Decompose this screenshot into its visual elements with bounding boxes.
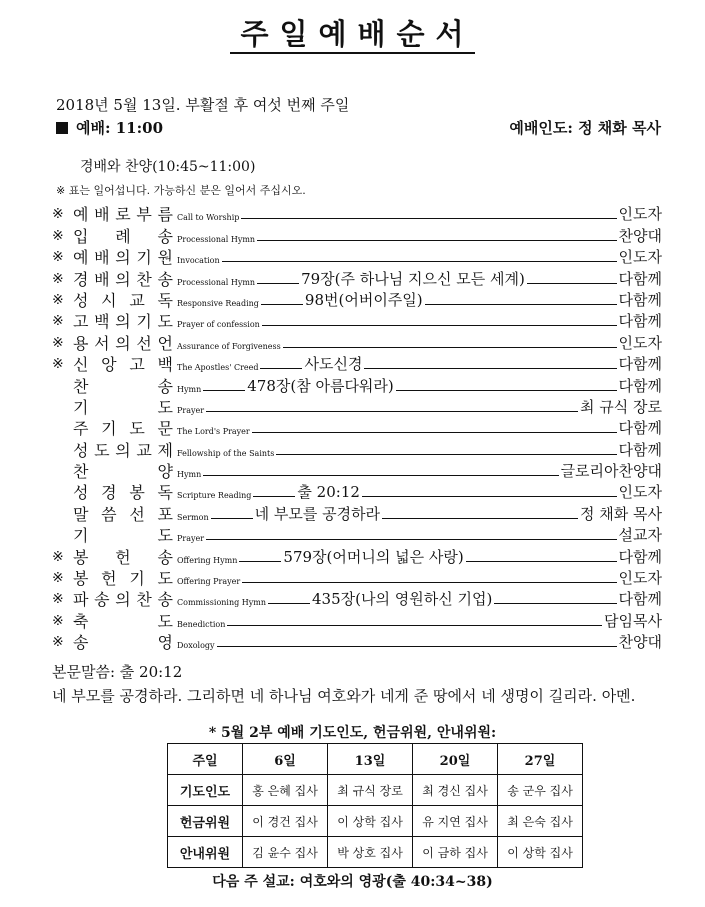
standing-mark: ※ <box>52 634 64 651</box>
name-char: 의 <box>115 333 131 353</box>
name-char: 봉 <box>73 569 89 589</box>
name-char: 제 <box>157 440 173 460</box>
leader-line <box>206 539 616 540</box>
service-leader: 예배인도: 정 채화 목사 <box>509 119 661 137</box>
name-char: 기 <box>136 312 152 332</box>
name-char: 신 <box>73 355 89 375</box>
order-item-name <box>73 397 173 418</box>
order-item-leader: 인도자 <box>618 333 662 352</box>
standing-mark: ※ <box>52 249 64 266</box>
standing-mark: ※ <box>52 206 64 223</box>
name-char: 주 <box>73 419 89 439</box>
table-row <box>168 775 583 806</box>
name-char: 경 <box>101 483 117 503</box>
order-item <box>52 439 662 460</box>
order-item <box>52 225 662 246</box>
name-char: 예 <box>73 248 89 268</box>
leader-line <box>239 561 281 562</box>
name-char: 기 <box>73 397 89 417</box>
order-item-leader: 찬양대 <box>618 226 662 245</box>
leader-line <box>241 218 616 219</box>
order-item-name <box>73 269 173 290</box>
name-char: 배 <box>94 248 110 268</box>
order-item <box>52 525 662 546</box>
name-char: 앙 <box>101 355 117 375</box>
name-char: 배 <box>94 205 110 225</box>
order-item-leader: 최 규식 장로 <box>580 397 662 416</box>
name-char: 기 <box>73 526 89 546</box>
order-item-english: Prayer of confession <box>177 320 260 330</box>
duty-header-cell: 27일 <box>498 744 583 775</box>
order-item-name <box>73 440 173 461</box>
leader-line <box>211 518 253 519</box>
name-char: 영 <box>157 633 173 653</box>
duty-cell: 최 규식 장로 <box>328 775 413 806</box>
name-char: 송 <box>157 269 173 289</box>
name-char: 송 <box>157 547 173 567</box>
standing-mark: ※ <box>52 548 64 565</box>
order-item-name <box>73 247 173 268</box>
order-item <box>52 461 662 482</box>
order-item-name <box>73 482 173 503</box>
order-item-english: Responsive Reading <box>177 298 259 308</box>
order-item-english: Doxology <box>177 641 215 651</box>
name-char: 의 <box>115 312 131 332</box>
order-item-name <box>73 547 173 568</box>
date-line: 2018년 5월 13일. 부활절 후 여섯 번째 주일 <box>56 96 350 114</box>
name-char: 기 <box>101 419 117 439</box>
name-char: 원 <box>157 248 173 268</box>
leader-line <box>364 368 616 369</box>
order-item-leader: 정 채화 목사 <box>580 504 662 523</box>
order-item-detail: 출 20:12 <box>297 483 360 502</box>
order-item <box>52 418 662 439</box>
scripture-text: 네 부모를 공경하라. 그리하면 네 하나님 여호와가 네게 준 땅에서 네 생명이 길리라. 아멘. <box>52 687 636 705</box>
leader-line <box>262 325 617 326</box>
name-char: 선 <box>129 504 145 524</box>
order-item-english: Invocation <box>177 256 220 266</box>
duty-cell: 이 경건 집사 <box>243 806 328 837</box>
leader-line <box>253 496 295 497</box>
name-char: 의 <box>115 590 131 610</box>
name-char: 의 <box>115 248 131 268</box>
order-item-leader: 인도자 <box>618 248 662 267</box>
order-item-leader: 다함께 <box>618 440 662 459</box>
name-char: 송 <box>94 590 110 610</box>
scripture-reference: 본문말씀: 출 20:12 <box>52 663 183 681</box>
name-char: 송 <box>157 226 173 246</box>
order-item-english: Processional Hymn <box>177 277 256 287</box>
duty-table-title: * 5월 2부 예배 기도인도, 헌금위원, 안내위원: <box>208 725 497 741</box>
duty-table <box>167 743 583 868</box>
name-char: 고 <box>73 312 89 332</box>
next-sermon: 다음 주 설교: 여호와의 영광(출 40:34~38) <box>212 874 493 890</box>
leader-line <box>217 646 617 647</box>
name-char: 송 <box>157 376 173 396</box>
order-item-english: The Apostles' Creed <box>177 363 259 373</box>
order-item-name <box>73 376 173 397</box>
name-char: 용 <box>73 333 89 353</box>
order-item-english: Sermon <box>177 512 209 522</box>
name-char: 도 <box>157 526 173 546</box>
order-item-english: Commissioning Hymn <box>177 598 267 608</box>
order-item <box>52 610 662 631</box>
name-char: 독 <box>157 483 173 503</box>
order-item-leader: 인도자 <box>618 205 662 224</box>
square-bullet-icon <box>56 122 68 134</box>
duty-row-label: 안내위원 <box>168 837 243 868</box>
duty-cell: 김 윤수 집사 <box>243 837 328 868</box>
duty-header-cell: 주일 <box>168 744 243 775</box>
leader-line <box>494 603 616 604</box>
order-item-leader: 다함께 <box>618 355 662 374</box>
order-item-leader: 설교자 <box>618 526 662 545</box>
order-item-english: Call to Worship <box>177 213 240 223</box>
order-item <box>52 397 662 418</box>
standing-mark: ※ <box>52 356 64 373</box>
order-item-english: Offering Prayer <box>177 577 241 587</box>
order-item <box>52 354 662 375</box>
leader-line <box>227 625 602 626</box>
leader-line <box>268 603 310 604</box>
order-item-leader: 글로리아찬양대 <box>560 462 662 481</box>
order-of-worship <box>52 204 662 653</box>
order-item-name <box>73 525 173 546</box>
order-item-name <box>73 568 173 589</box>
order-item-english: The Lord's Prayer <box>177 427 250 437</box>
order-item-name <box>73 311 173 332</box>
name-char: 찬 <box>73 376 89 396</box>
duty-cell: 이 금하 집사 <box>413 837 498 868</box>
standing-mark: ※ <box>52 313 64 330</box>
name-char: 름 <box>157 205 173 225</box>
duty-cell: 이 상학 집사 <box>328 806 413 837</box>
name-char: 의 <box>115 440 131 460</box>
order-item-name <box>73 504 173 525</box>
name-char: 봉 <box>73 547 89 567</box>
order-item-name <box>73 290 173 311</box>
order-item-english: Processional Hymn <box>177 234 256 244</box>
leader-line <box>242 582 616 583</box>
duty-cell: 홍 은혜 집사 <box>243 775 328 806</box>
name-char: 성 <box>73 440 89 460</box>
order-item <box>52 632 662 653</box>
order-item <box>52 568 662 589</box>
leader-line <box>382 518 578 519</box>
name-char: 서 <box>94 333 110 353</box>
order-item-name <box>73 226 173 247</box>
name-char: 봉 <box>129 483 145 503</box>
duty-header-cell: 13일 <box>328 744 413 775</box>
order-item-leader: 다함께 <box>618 590 662 609</box>
order-item-english: Prayer <box>177 405 205 415</box>
duty-row-label: 헌금위원 <box>168 806 243 837</box>
leader-line <box>283 347 617 348</box>
name-char: 부 <box>136 205 152 225</box>
leader-line <box>260 368 302 369</box>
standing-mark: ※ <box>52 291 64 308</box>
order-item-leader: 인도자 <box>618 569 662 588</box>
order-item-leader: 찬양대 <box>618 633 662 652</box>
leader-line <box>276 454 616 455</box>
order-item-name <box>73 418 173 439</box>
leader-line <box>396 390 617 391</box>
order-item-detail: 98번(어버이주일) <box>304 290 423 309</box>
order-item-english: Offering Hymn <box>177 555 238 565</box>
name-char: 선 <box>136 333 152 353</box>
name-char: 백 <box>157 355 173 375</box>
duty-cell: 이 상학 집사 <box>498 837 583 868</box>
order-item-leader: 인도자 <box>618 483 662 502</box>
order-item-detail: 79장(주 하나님 지으신 모든 세계) <box>301 269 525 288</box>
standing-mark: ※ <box>52 570 64 587</box>
leader-line <box>203 475 558 476</box>
name-char: 도 <box>157 312 173 332</box>
leader-line <box>527 283 617 284</box>
name-char: 말 <box>73 504 89 524</box>
name-char: 송 <box>157 590 173 610</box>
order-item-leader: 다함께 <box>618 290 662 309</box>
duty-table-header <box>168 744 583 775</box>
table-row <box>168 837 583 868</box>
order-item-english: Hymn <box>177 470 202 480</box>
standing-mark: ※ <box>52 612 64 629</box>
order-item-name <box>73 611 173 632</box>
name-char: 씀 <box>101 504 117 524</box>
name-char: 배 <box>94 269 110 289</box>
name-char: 축 <box>73 611 89 631</box>
order-item-detail: 579장(어머니의 넓은 사랑) <box>283 547 464 566</box>
order-item <box>52 290 662 311</box>
praise-section: 경배와 찬양(10:45~11:00) <box>80 159 256 175</box>
name-char: 송 <box>73 633 89 653</box>
name-char: 도 <box>157 569 173 589</box>
order-item <box>52 311 662 332</box>
service-time: 예배: 11:00 <box>56 117 163 138</box>
name-char: 기 <box>129 569 145 589</box>
duty-row-label: 기도인도 <box>168 775 243 806</box>
name-char: 성 <box>73 290 89 310</box>
leader-line <box>206 411 578 412</box>
name-char: 고 <box>129 355 145 375</box>
order-item <box>52 589 662 610</box>
standing-mark: ※ <box>52 227 64 244</box>
name-char: 도 <box>157 611 173 631</box>
name-char: 성 <box>73 483 89 503</box>
order-item-leader: 다함께 <box>618 547 662 566</box>
leader-line <box>261 304 303 305</box>
table-row <box>168 806 583 837</box>
order-item-leader: 다함께 <box>618 376 662 395</box>
name-char: 경 <box>73 269 89 289</box>
duty-cell: 최 경신 집사 <box>413 775 498 806</box>
order-item <box>52 482 662 503</box>
order-item-detail: 478장(참 아름다워라) <box>247 376 394 395</box>
name-char: 례 <box>115 226 131 246</box>
duty-header-cell: 6일 <box>243 744 328 775</box>
name-char: 기 <box>136 248 152 268</box>
leader-line <box>466 561 617 562</box>
order-item-english: Scripture Reading <box>177 491 252 501</box>
leader-line <box>257 240 616 241</box>
order-item <box>52 546 662 567</box>
duty-cell: 최 은숙 집사 <box>498 806 583 837</box>
name-char: 언 <box>157 333 173 353</box>
leader-line <box>252 432 617 433</box>
order-item <box>52 204 662 225</box>
name-char: 도 <box>129 419 145 439</box>
name-char: 포 <box>157 504 173 524</box>
order-item <box>52 268 662 289</box>
page-title: 주일예배순서 <box>0 12 705 53</box>
name-char: 찬 <box>73 462 89 482</box>
name-char: 찬 <box>136 269 152 289</box>
name-char: 양 <box>157 462 173 482</box>
name-char: 헌 <box>115 547 131 567</box>
order-item-name <box>73 461 173 482</box>
name-char: 도 <box>94 440 110 460</box>
leader-line <box>362 496 617 497</box>
order-item-detail: 435장(나의 영원하신 기업) <box>312 590 493 609</box>
order-item-name <box>73 632 173 653</box>
name-char: 독 <box>157 290 173 310</box>
name-char: 입 <box>73 226 89 246</box>
order-item-leader: 다함께 <box>618 312 662 331</box>
order-item-english: Fellowship of the Saints <box>177 448 275 458</box>
order-item-english: Benediction <box>177 619 226 629</box>
order-item-name <box>73 589 173 610</box>
order-item-detail: 네 부모를 공경하라 <box>254 504 381 523</box>
order-item-leader: 다함께 <box>618 419 662 438</box>
leader-line <box>425 304 617 305</box>
leader-line <box>203 390 245 391</box>
name-char: 교 <box>129 290 145 310</box>
order-item <box>52 503 662 524</box>
order-item <box>52 375 662 396</box>
duty-header-cell: 20일 <box>413 744 498 775</box>
name-char: 의 <box>115 269 131 289</box>
standing-mark: ※ <box>52 334 64 351</box>
name-char: 예 <box>73 205 89 225</box>
order-item-detail: 사도신경 <box>304 355 363 374</box>
duty-cell: 박 상호 집사 <box>328 837 413 868</box>
duty-cell: 유 지연 집사 <box>413 806 498 837</box>
name-char: 시 <box>101 290 117 310</box>
name-char: 도 <box>157 397 173 417</box>
order-item-name <box>73 333 173 354</box>
standing-mark: ※ <box>52 270 64 287</box>
order-item-name <box>73 354 173 375</box>
order-item-english: Assurance of Forgiveness <box>177 341 281 351</box>
leader-line <box>257 283 299 284</box>
order-item <box>52 247 662 268</box>
order-item <box>52 332 662 353</box>
standing-note: ※ 표는 일어섭니다. 가능하신 분은 일어서 주십시오. <box>56 184 306 197</box>
name-char: 파 <box>73 590 89 610</box>
order-item-leader: 담임목사 <box>604 611 662 630</box>
name-char: 백 <box>94 312 110 332</box>
leader-line <box>222 261 617 262</box>
order-item-english: Prayer <box>177 534 205 544</box>
name-char: 헌 <box>101 569 117 589</box>
name-char: 찬 <box>136 590 152 610</box>
name-char: 문 <box>157 419 173 439</box>
duty-cell: 송 군우 집사 <box>498 775 583 806</box>
order-item-name <box>73 204 173 225</box>
order-item-leader: 다함께 <box>618 269 662 288</box>
order-item-english: Hymn <box>177 384 202 394</box>
standing-mark: ※ <box>52 591 64 608</box>
name-char: 로 <box>115 205 131 225</box>
name-char: 교 <box>136 440 152 460</box>
